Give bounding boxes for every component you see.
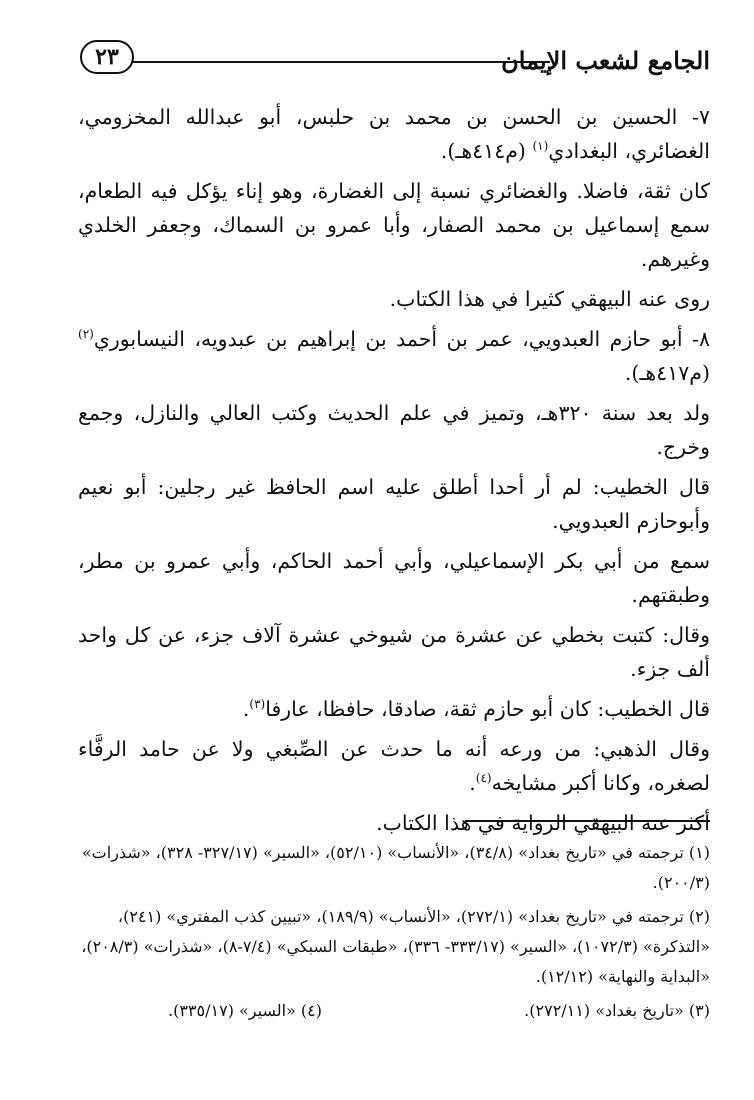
paragraph: أكثر عنه البيهقي الرواية في هذا الكتاب. [376,811,710,835]
entry-name: أبو حازم العبدويي، عمر بن أحمد بن إبراهيم بن عبدويه، النيسابوري [93,327,683,351]
paragraph: كان ثقة، فاضلا. والغضائري نسبة إلى الغضارة، وهو إناء يؤكل فيه الطعام، سمع إسماعيل بن محمد الصفار، وأبا عمرو بن السماك، وجعفر الخلدي وغيرهم. [78,179,710,271]
paragraph: سمع من أبي بكر الإسماعيلي، وأبي أحمد الحاكم، وأبي عمرو بن مطر، وطبقتهم. [78,549,710,607]
paragraph: ولد بعد سنة ٣٢٠هـ، وتميز في علم الحديث وكتب العالي والنازل، وجمع وخرج. [78,401,710,459]
biography-entry-8 [78,322,710,840]
main-text [78,100,710,840]
footnote-1: (١) ترجمته في «تاريخ بغداد» (٣٤/٨)، «الأنساب» (٥٢/١٠)، «السير» (٣٢٧/١٧- ٣٢٨)، «شذرات» (٢٠٠/٣). [81,843,710,892]
footnote-ref: (٣) [249,697,266,712]
paragraph: وقال: كتبت بخطي عن عشرة من شيوخي عشرة آلاف جزء، عن كل واحد ألف جزء. [78,623,710,681]
paragraph: قال الخطيب: لم أر أحدا أطلق عليه اسم الحافظ غير رجلين: أبو نعيم وأبوحازم العبدويي. [78,475,710,533]
footnote-2: (٢) ترجمته في «تاريخ بغداد» (٢٧٢/١)، «الأنساب» (١٨٩/٩)، «تبيين كذب المفتري» (٢٤١)، «التذكرة» (١٠٧٢/٣)، «السير» (٣٣٣/١٧- ٣٣٦)، «طبقات السبكي» (٧/٤-٨)، «شذرات» (٢٠٨/٣)، «البداية والنهاية» (١٢/١٢). [81,907,710,986]
entry-name: الحسين بن الحسن بن محمد بن حلبس، أبو عبدالله المخزومي، الغضائري، البغدادي [78,105,710,163]
footnotes-separator [465,820,710,822]
dhahabi-quote: وقال الذهبي: من ورعه أنه ما حدث عن الصِّبغي ولا عن حامد الرفَّاء لصغره، وكانا أكبر مشايخه$^{(٤)}$. [78,737,710,795]
entry-heading [78,100,710,168]
running-title: الجامع لشعب الإيمان [501,46,710,75]
entry-heading [78,322,710,390]
running-header [80,40,710,80]
footnote-ref: (٢) [78,327,94,342]
khatib-quote: قال الخطيب: كان أبو حازم ثقة، صادقا، حافظا، عارفا$^{(٣)}$. [242,697,710,721]
entry-number: ٧- [692,105,710,129]
header-rule [132,61,550,63]
biography-entry-7 [78,100,710,316]
quote-text: وقال الذهبي: من ورعه أنه ما حدث عن الصِّبغي ولا عن حامد الرفَّاء لصغره، وكانا أكبر مشايخه [78,737,710,795]
quote-text: قال الخطيب: كان أبو حازم ثقة، صادقا، حافظا، عارفا [265,697,710,721]
page-number: ٢٣ [80,40,134,74]
footnotes-3-4 [78,996,710,1026]
entry-number: ٨- [692,327,710,351]
death-date: (م٤١٧هـ). [624,361,710,385]
footnote-4: (٤) «السير» (٣٣٥/١٧). [168,1001,323,1020]
footnote-3: (٣) «تاريخ بغداد» (٢٧٢/١١). [524,1001,710,1020]
paragraph: روى عنه البيهقي كثيرا في هذا الكتاب. [389,287,710,311]
footnote-ref: (٤) [475,771,492,786]
footnote-ref: (١) [532,139,549,154]
footnotes [78,834,710,1026]
death-date: (م٤١٤هـ). [440,139,526,163]
